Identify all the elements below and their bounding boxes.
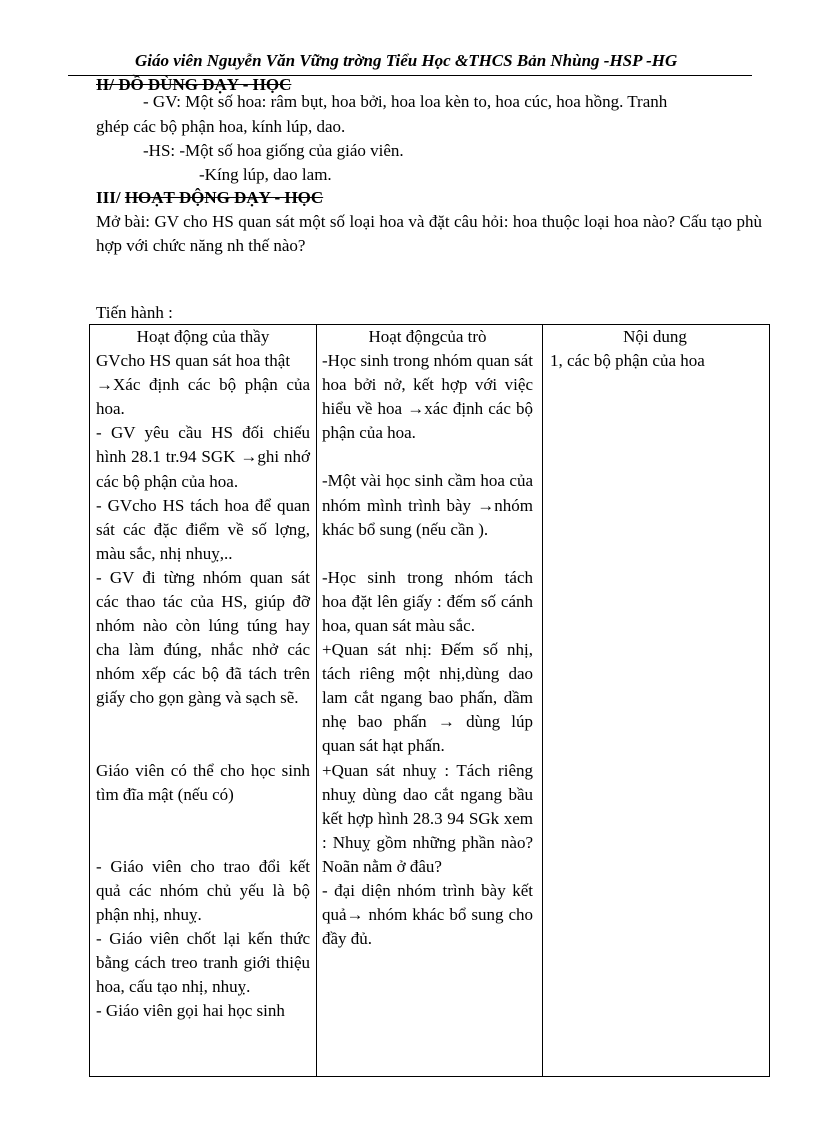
student-text [322, 469, 533, 541]
student-header: Hoạt độngcủa trò [368, 327, 487, 346]
page-header: Giáo viên Nguyễn Văn Vững trờng Tiểu Học &THCS Bản Nhùng -HSP -HG [135, 51, 678, 70]
column-divider [316, 325, 317, 1076]
teacher-text: Giáo viên có thể cho học sinh tìm đĩa mật (nếu có) [96, 760, 310, 804]
student-text: +Quan sát nhuỵ : Tách riêng nhuỵ dùng dao cắt ngang bầu kết hợp hình 28.3 94 SGk xem : Nhuỵ gồm những phần nào? Noãn nằm ở đâu? [322, 760, 533, 876]
teacher-text-part: Xác định các bộ phận của hoa. [96, 375, 310, 419]
content-header: Nội dung [623, 327, 687, 346]
arrow-icon: → [437, 712, 455, 732]
hs-line-1: -HS: -Một số hoa giống của giáo viên. [143, 141, 404, 160]
student-text-part: - đại diện nhóm trình bày kết quả [322, 880, 533, 925]
arrow-icon: → [407, 399, 425, 419]
student-text [322, 638, 533, 758]
student-column [322, 325, 533, 951]
teacher-text: GVcho HS quan sát hoa thật [96, 351, 291, 371]
content-text: 1, các bộ phận của hoa [550, 351, 705, 371]
student-text [322, 349, 533, 445]
arrow-icon: → [346, 905, 364, 925]
teacher-text: - GV đi từng nhóm quan sát các thao tác của HS, giúp đỡ nhóm nào còn lúng túng hay cha làm đúng, nhắc nhở các nhóm xếp các bộ đã tách trên giấy cho gọn gàng và sạch sẽ. [96, 567, 310, 708]
tien-hanh-label: Tiến hành : [96, 303, 173, 322]
section3-number: III/ [96, 188, 121, 207]
student-text-part: dùng lúp quan sát hạt phấn. [322, 712, 534, 756]
column-divider [542, 325, 543, 1076]
gv-line-1: - GV: Một số hoa: râm bụt, hoa bởi, hoa loa kèn to, hoa cúc, hoa hồng. Tranh [143, 92, 668, 111]
student-text-part: -Học sinh trong nhóm quan sát hoa bởi nở, kết hợp với việc hiểu về hoa [322, 351, 533, 419]
teacher-text-part: ghi nhớ các bộ phận của hoa. [96, 447, 310, 491]
student-text-part: -Một vài học sinh cầm hoa của nhóm mình trình bày [322, 471, 533, 515]
student-text [322, 879, 533, 951]
section2-title: II/ ĐỒ DÙNG DẠY - HỌC [96, 75, 292, 94]
student-text: -Học sinh trong nhóm tách hoa đặt lên giấy : đếm số cánh hoa, quan sát màu sắc. [322, 567, 533, 635]
activity-table [89, 324, 770, 1077]
student-text-part: nhóm khác bổ sung (nếu cần ). [322, 495, 533, 539]
teacher-column [96, 325, 310, 1023]
teacher-text: - Giáo viên gọi hai học sinh [96, 1001, 285, 1021]
teacher-text: - GVcho HS tách hoa để quan sát các đặc điểm về số lợng, màu sắc, nhị nhuỵ,.. [96, 495, 310, 563]
student-text-part: nhóm khác bổ sung cho đầy đủ. [322, 905, 533, 949]
teacher-text [96, 373, 310, 421]
teacher-text: - Giáo viên cho trao đổi kết quả các nhóm chủ yếu là bộ phận nhị, nhuỵ. [96, 856, 310, 924]
teacher-text: - Giáo viên chốt lại kến thức bằng cách treo tranh giới thiệu hoa, cấu tạo nhị, nhuỵ. [96, 928, 310, 997]
arrow-icon: → [240, 447, 258, 467]
section3-title: HOẠT ĐỘNG DẠY - HỌC [124, 188, 324, 207]
arrow-icon: → [96, 375, 113, 395]
hs-line-2: -Kíng lúp, dao lam. [199, 165, 332, 184]
teacher-header: Hoạt động của thầy [136, 327, 270, 346]
gv-line-2: ghép các bộ phận hoa, kính lúp, dao. [96, 117, 346, 136]
section3-heading [96, 188, 323, 208]
content-column [550, 325, 760, 373]
teacher-text [96, 421, 310, 493]
student-text-part: +Quan sát nhị: Đếm số nhị, tách riêng một nhị,dùng dao lam cắt ngang bao phấn, dầm nhẹ bao phấn [322, 640, 533, 732]
teacher-text-part: - GV yêu cầu HS đối chiếu hình 28.1 tr.94 SGK [96, 423, 310, 467]
student-text-part: xác định các bộ phận của hoa. [322, 399, 534, 443]
intro-paragraph: Mở bài: GV cho HS quan sát một số loại hoa và đặt câu hỏi: hoa thuộc loại hoa nào? Cấu tạo phù hợp với chức năng nh thế nào? [96, 212, 762, 255]
arrow-icon: → [477, 495, 495, 515]
